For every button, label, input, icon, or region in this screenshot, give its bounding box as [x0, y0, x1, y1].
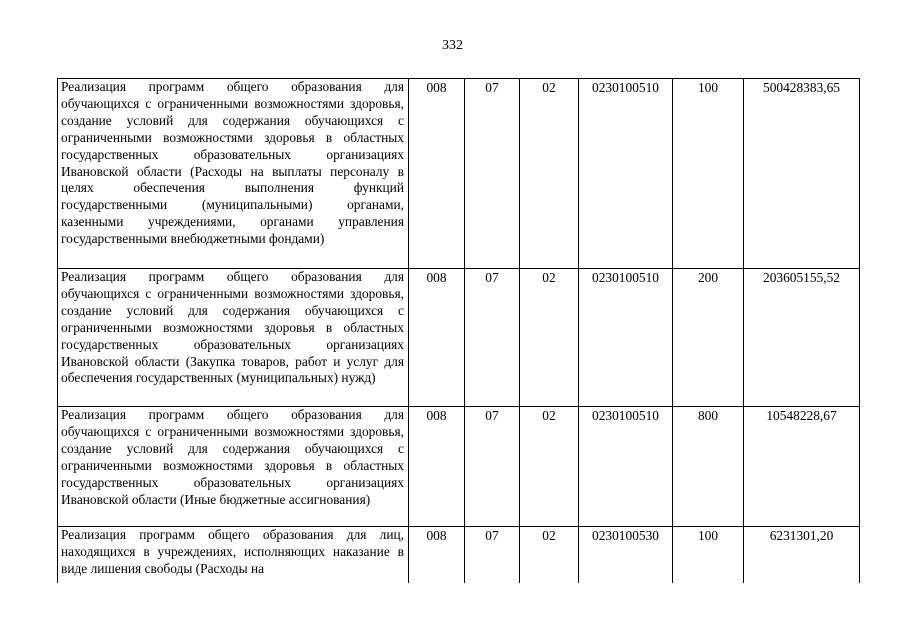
section-code: 07 — [465, 269, 520, 407]
section-code: 07 — [465, 407, 520, 527]
target-article-code: 0230100510 — [579, 79, 673, 269]
row-description: Реализация программ общего образования для обучающихся с ограниченными возможностями здоровья, создание условий для содержания обучающихся с ограниченными возможностями здоровья в областных государственных образовательных организациях Ивановской области (Расходы на выплаты персоналу в целях обеспечения выполнения функций государственными (муниципальными) органами, казенными учреждениями, органами управления государственными внебюджетными фондами) — [58, 79, 409, 269]
expense-type-code: 100 — [673, 79, 744, 269]
subsection-code: 02 — [520, 269, 579, 407]
expense-type-code: 800 — [673, 407, 744, 527]
expense-type-code: 200 — [673, 269, 744, 407]
page-number: 332 — [442, 38, 463, 53]
row-description: Реализация программ общего образования для лиц, находящихся в учреждениях, исполняющих наказание в виде лишения свободы (Расходы на — [58, 527, 409, 583]
amount-value: 500428383,65 — [744, 79, 860, 269]
subsection-code: 02 — [520, 527, 579, 583]
target-article-code: 0230100510 — [579, 269, 673, 407]
ministry-code: 008 — [409, 269, 465, 407]
ministry-code: 008 — [409, 407, 465, 527]
amount-value: 6231301,20 — [744, 527, 860, 583]
amount-value: 203605155,52 — [744, 269, 860, 407]
row-description: Реализация программ общего образования для обучающихся с ограниченными возможностями здоровья, создание условий для содержания обучающихся с ограниченными возможностями здоровья в областных государственных образовательных организациях Ивановской области (Закупка товаров, работ и услуг для обеспечения государственных (муниципальных) нужд) — [58, 269, 409, 407]
section-code: 07 — [465, 79, 520, 269]
target-article-code: 0230100530 — [579, 527, 673, 583]
table-row — [58, 79, 860, 269]
table-row — [58, 407, 860, 527]
expense-type-code: 100 — [673, 527, 744, 583]
table-row — [58, 269, 860, 407]
table-row — [58, 527, 860, 583]
subsection-code: 02 — [520, 407, 579, 527]
row-description: Реализация программ общего образования для обучающихся с ограниченными возможностями здоровья, создание условий для содержания обучающихся с ограниченными возможностями здоровья в областных государственных образовательных организациях Ивановской области (Иные бюджетные ассигнования) — [58, 407, 409, 527]
budget-table — [57, 78, 860, 583]
section-code: 07 — [465, 527, 520, 583]
subsection-code: 02 — [520, 79, 579, 269]
amount-value: 10548228,67 — [744, 407, 860, 527]
target-article-code: 0230100510 — [579, 407, 673, 527]
ministry-code: 008 — [409, 527, 465, 583]
ministry-code: 008 — [409, 79, 465, 269]
